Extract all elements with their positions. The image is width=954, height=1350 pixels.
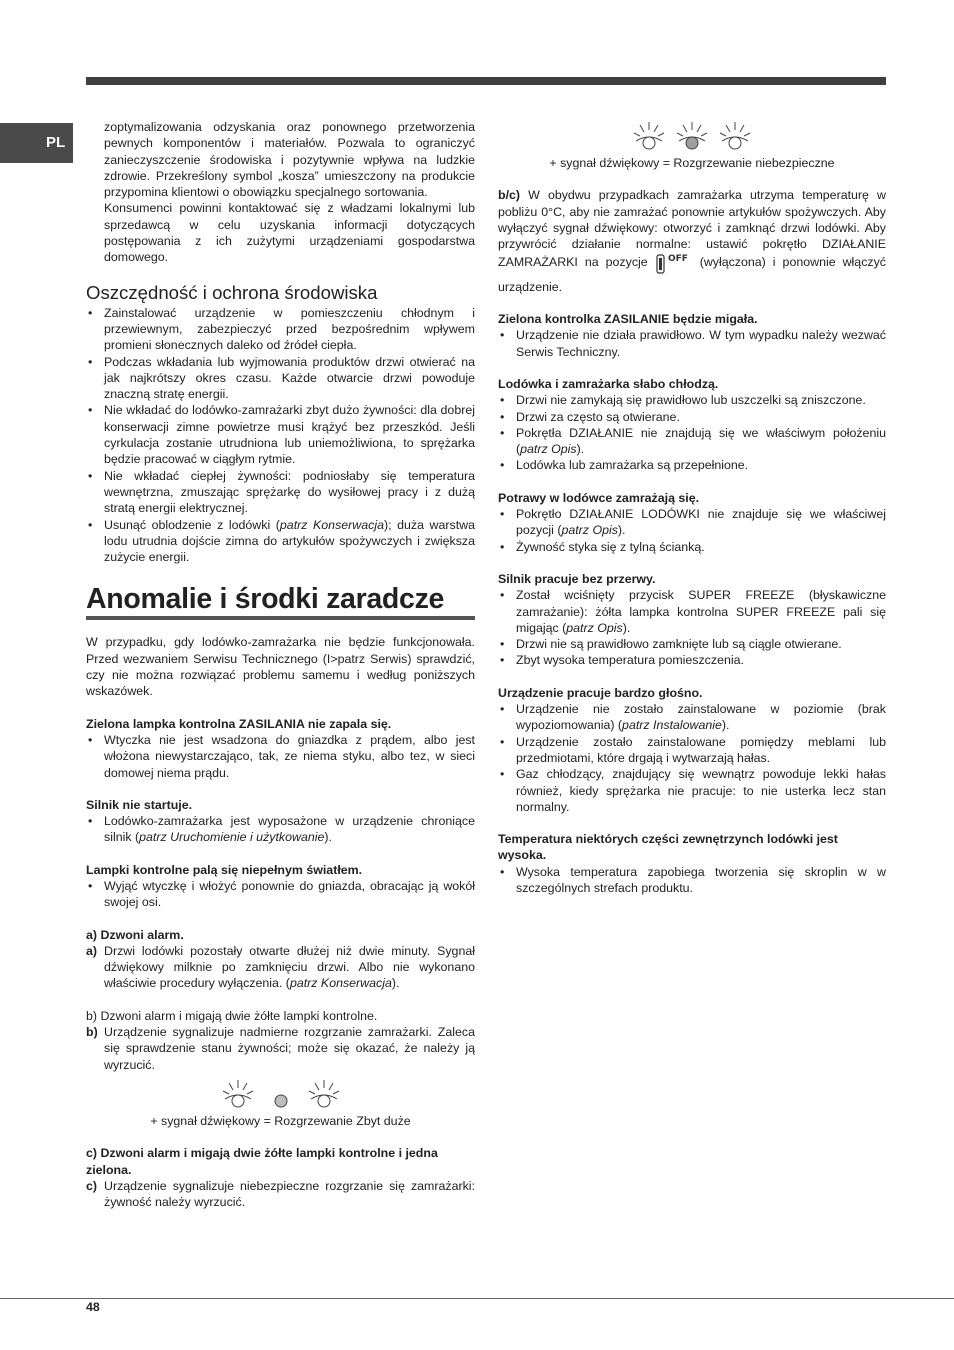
problem-title: Zielona lampka kontrolna ZASILANIA nie zapala się. <box>86 716 392 731</box>
list-item: • Zbyt wysoka temperatura pomieszczenia. <box>498 652 886 668</box>
eco-list <box>86 305 475 566</box>
problem-title: Urządzenie pracuje bardzo głośno. <box>498 685 703 700</box>
intro-text-2: Konsumenci powinni kontaktować się z władzami lokalnymi lub sprzedawcą w celu uzyskania informacji dotyczących postępowania z ich zużytymi urządzeniami gospodarstwa domowego. <box>104 201 475 265</box>
list-item: • Pokrętło DZIAŁANIE LODÓWKI nie znajduje się we właściwej pozycji (patrz Opis). <box>498 506 886 539</box>
knob-off-icon <box>655 252 693 278</box>
indicator-lamps-figure <box>498 119 886 153</box>
list-item: • Drzwi nie są prawidłowo zamknięte lub są ciągle otwierane. <box>498 636 886 652</box>
section-title: Anomalie i środki zaradcze <box>86 582 475 620</box>
left-column <box>86 119 475 1210</box>
list-item: • Lodówka lub zamrażarka są przepełnione. <box>498 457 886 473</box>
problem-title: c) Dzwoni alarm i migają dwie żółte lampki kontrolne i jedna zielona. <box>86 1146 438 1177</box>
list-item: • Pokrętła DZIAŁANIE nie znajdują się we właściwym położeniu (patrz Opis). <box>498 425 886 458</box>
list-item: • Gaz chłodzący, znajdujący się wewnątrz powoduje lekki hałas również, kiedy sprężarka nie pracuje: to nie usterka lecz stan normalny. <box>498 766 886 815</box>
lamps-icon <box>630 119 754 153</box>
language-tab: PL <box>0 123 73 163</box>
labeled-paragraph: b) Urządzenie sygnalizuje nadmierne rozgrzanie zamrażarki. Zaleca się sprawdzenie stanu żywności; może się okazać, że należy ją wyrzucić. <box>86 1025 475 1072</box>
intro-text-1: zoptymalizowania odzyskania oraz ponownego przetworzenia pewnych komponentów i materiałów. Pozwala to ograniczyć zanieczyszczenie środowiska i pozytywnie wpływa na ludzkie zdrowie. Przekreślony symbol „kosza” umieszczony na produkcie przypomina klientowi o obowiązku specjalnego sortowania. <box>104 120 475 200</box>
intro-paragraph <box>86 119 475 266</box>
top-rule <box>86 77 886 85</box>
right-column <box>498 119 886 896</box>
list-item: • Nie wkładać do lodówko-zamrażarki zbyt dużo żywności: dla dobrej konserwacji zimne powietrze musi krążyć bez przeszkód. Jeśli cyrkulacja zostanie utrudniona lub uniemożliwiona, to sprężarka będzie pracować w ciągłym rytmie. <box>86 402 475 467</box>
footer-rule <box>0 1298 954 1299</box>
section-intro: W przypadku, gdy lodówko-zamrażarka nie będzie funkcjonowała. Przed wezwaniem Serwisu Technicznego (I>patrz Serwis) sprawdzić, czy nie można rozwiązać problemu samemu i według poniższych wskazówek. <box>86 635 475 699</box>
problem-title: Potrawy w lodówce zamrażają się. <box>498 490 700 505</box>
labeled-paragraph: a) Drzwi lodówki pozostały otwarte dłużej niż dwie minuty. Sygnał dźwiękowy milknie po zamknięciu drzwi. Albo nie wykonano właściwie procedury wyłączenia. (patrz Konserwacja). <box>86 943 475 991</box>
bc-paragraph: b/c) W obydwu przypadkach zamrażarka utrzyma temperaturę w pobliżu 0°C, aby nie zamrażać ponownie artykułów spożywczych. Aby wyłączyć sygnał dźwiękowy: otworzyć i zamknąć drzwi lodówki. Aby przywrócić działanie normalne: ustawić pokrętło DZIAŁANIE ZAMRAŻARKI na pozycje OFF (wyłączona) i ponownie włączyć urządzenie. <box>498 188 886 294</box>
list-item: • Wysoka temperatura zapobiega tworzenia się skroplin w w szczególnych strefach produktu. <box>498 864 886 897</box>
lamps-icon <box>219 1077 343 1111</box>
figure-caption: + sygnał dźwiękowy = Rozgrzewanie Zbyt duże <box>150 1113 411 1128</box>
problem-title: Silnik nie startuje. <box>86 797 193 812</box>
list-item: • Urządzenie nie działa prawidłowo. W tym wypadku należy wezwać Serwis Techniczny. <box>498 327 886 360</box>
svg-text:OFF: OFF <box>667 254 688 265</box>
page-number: 48 <box>86 1300 100 1314</box>
list-item: • Zainstalować urządzenie w pomieszczeniu chłodnym i przewiewnym, zabezpieczyć przed bezpośrednim wpływem promieni słonecznych daleko od źródeł ciepła. <box>86 305 475 354</box>
list-item: • Drzwi za często są otwierane. <box>498 409 886 425</box>
problem-title: b) Dzwoni alarm i migają dwie żółte lampki kontrolne. <box>86 1008 378 1023</box>
list-item: • Urządzenie nie zostało zainstalowane w poziomie (brak wypoziomowania) (patrz Instalowanie). <box>498 701 886 734</box>
list-item: • Drzwi nie zamykają się prawidłowo lub uszczelki są zniszczone. <box>498 392 886 408</box>
labeled-paragraph: c) Urządzenie sygnalizuje niebezpieczne rozgrzanie się zamrażarki: żywność należy wyrzucić. <box>86 1178 475 1210</box>
list-item: • Lodówko-zamrażarka jest wyposażone w urządzenie chroniące silnik (patrz Uruchomienie i użytkowanie). <box>86 813 475 846</box>
problem-title: a) Dzwoni alarm. <box>86 927 184 942</box>
eco-heading: Oszczędność i ochrona środowiska <box>86 281 378 303</box>
figure-caption: + sygnał dźwiękowy = Rozgrzewanie niebezpieczne <box>549 156 835 170</box>
list-item: • Urządzenie zostało zainstalowane pomiędzy meblami lub przedmiotami, które drgają i wytwarzają hałas. <box>498 734 886 767</box>
indicator-lamps-figure <box>86 1077 475 1111</box>
problem-title: Lodówka i zamrażarka słabo chłodzą. <box>498 376 719 391</box>
list-item: • Usunąć oblodzenie z lodówki (patrz Konserwacja); duża warstwa lodu utrudnia dojście zimna do artykułów spożywczych i zwiększa zużycie energii. <box>86 517 475 566</box>
list-item: • Nie wkładać ciepłej żywności: podniosłaby się temperatura wewnętrzna, zmuszając sprężarkę do wysiłowej pracy i z dużą stratą energii elektrycznej. <box>86 468 475 517</box>
list-item: • Wyjąć wtyczkę i włożyć ponownie do gniazda, obracając ją wokół swojej osi. <box>86 878 475 911</box>
list-item: • Podczas wkładania lub wyjmowania produktów drzwi otwierać na jak najkrótszy okres czasu. Każde otwarcie drzwi powoduje znaczną stratę energii. <box>86 354 475 403</box>
problem-title: Temperatura niektórych części zewnętrzynch lodówki jest wysoka. <box>498 832 838 863</box>
list-item: • Został wciśnięty przycisk SUPER FREEZE (błyskawiczne zamrażanie): żółta lampka kontrolna SUPER FREEZE pali się migając (patrz Opis). <box>498 587 886 636</box>
problem-title: Silnik pracuje bez przerwy. <box>498 571 656 586</box>
list-item: • Żywność styka się z tylną ścianką. <box>498 539 886 555</box>
problem-title: Lampki kontrolne palą się niepełnym światłem. <box>86 862 363 877</box>
list-item: • Wtyczka nie jest wsadzona do gniazdka z prądem, albo jest włożona niewystarczająco, tak, ze niema styku, albo tez, w sieci domowej niema prądu. <box>86 732 475 781</box>
problem-title: Zielona kontrolka ZASILANIE będzie migała. <box>498 312 758 327</box>
